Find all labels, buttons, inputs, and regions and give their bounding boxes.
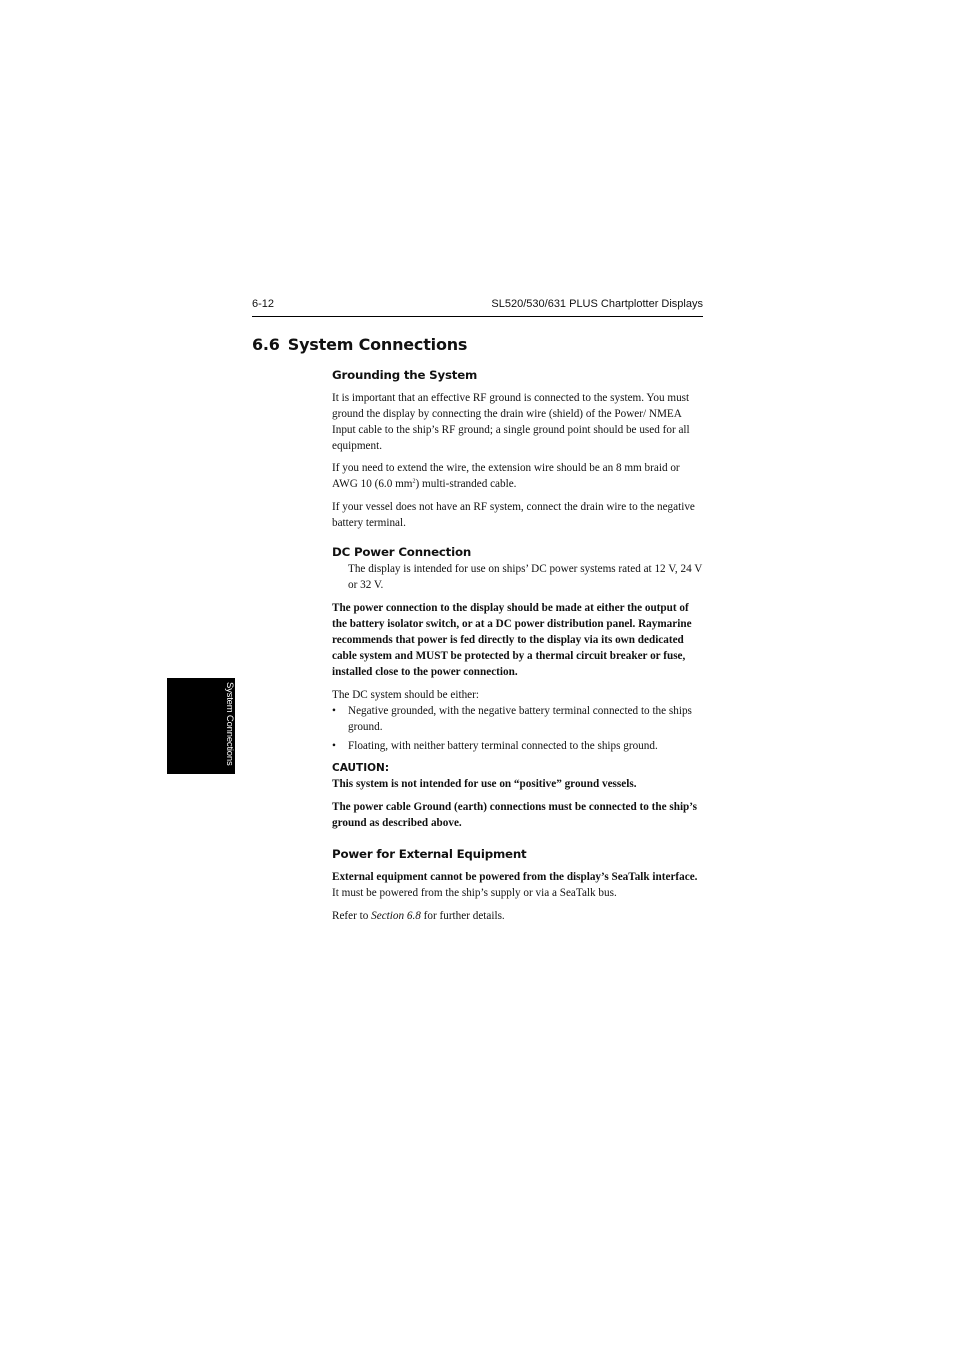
grounding-p2-text: If you need to extend the wire, the extension wire should be an 8 mm braid or AWG 10 (6.0 mm xyxy=(332,462,680,490)
grounding-paragraph-2 xyxy=(332,460,704,492)
heading-dc-power: DC Power Connection xyxy=(332,545,472,559)
dc-system-list xyxy=(332,703,704,754)
refer-text-end: for further details. xyxy=(420,910,505,922)
section-title-text: System Connections xyxy=(287,335,468,354)
bullet-text: Floating, with neither battery terminal connected to the ships ground. xyxy=(348,740,658,752)
running-title: SL520/530/631 PLUS Chartplotter Displays xyxy=(491,298,703,310)
chapter-side-tab xyxy=(167,678,235,774)
section-reference-link[interactable]: Section 6.8 xyxy=(371,910,421,922)
dc-power-paragraph-1: The display is intended for use on ships’ DC power systems rated at 12 V, 24 V or 32 V. xyxy=(348,563,703,591)
page-number: 6-12 xyxy=(252,298,275,310)
heading-grounding: Grounding the System xyxy=(332,368,478,382)
caution-text: This system is not intended for use on “positive” ground vessels. xyxy=(332,778,637,790)
main-content xyxy=(332,366,704,924)
external-power-warning: External equipment cannot be powered from the display’s SeaTalk interface. xyxy=(332,871,698,883)
caution-label: CAUTION: xyxy=(332,762,390,774)
list-item xyxy=(332,703,704,735)
superscript-2: 2 xyxy=(412,478,416,485)
list-item xyxy=(332,738,704,754)
external-power-paragraph: It must be powered from the ship’s supply or via a SeaTalk bus. xyxy=(332,887,617,899)
bullet-text: Negative grounded, with the negative battery terminal connected to the ships ground. xyxy=(348,705,692,733)
section-title xyxy=(252,335,467,354)
running-header xyxy=(252,296,703,317)
refer-paragraph xyxy=(332,908,704,924)
bullet-icon: • xyxy=(332,705,336,717)
grounding-paragraph-3: If your vessel does not have an RF system, connect the drain wire to the negative battery terminal. xyxy=(332,501,695,529)
dc-power-warning: The power connection to the display should be made at either the output of the battery isolator switch, or at a DC power distribution panel. Raymarine recommends that power is fed directly to the display via its own dedicated cable system and MUST be protected by a thermal circuit breaker or fuse, installed close to the power connection. xyxy=(332,602,692,678)
bullet-icon: • xyxy=(332,740,336,752)
section-number: 6.6 xyxy=(252,335,280,354)
grounding-paragraph-1: It is important that an effective RF ground is connected to the system. You must ground the display by connecting the drain wire (shield) of the Power/ NMEA Input cable to the ship’s RF ground; a single ground point should be used for all equipment. xyxy=(332,392,690,452)
dc-system-intro: The DC system should be either: xyxy=(332,689,479,701)
side-tab-label: System Connections xyxy=(224,682,235,766)
refer-text: Refer to xyxy=(332,910,372,922)
heading-external-power: Power for External Equipment xyxy=(332,847,527,861)
grounding-p2-end: ) multi-stranded cable. xyxy=(415,478,517,490)
ground-note: The power cable Ground (earth) connections must be connected to the ship’s ground as described above. xyxy=(332,801,697,829)
